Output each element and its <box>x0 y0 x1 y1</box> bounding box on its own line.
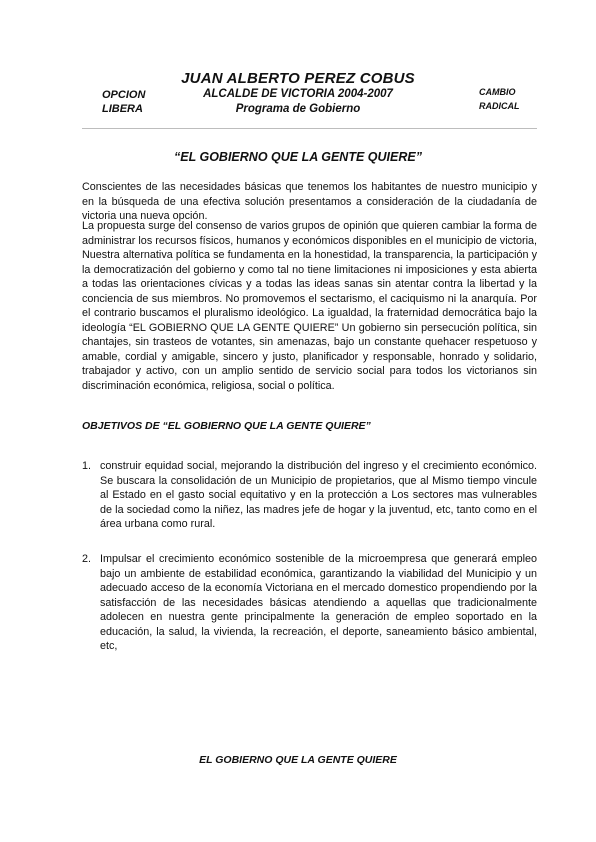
party-left-line-1: OPCION <box>102 89 146 101</box>
objective-item <box>82 552 537 662</box>
objective-item <box>82 459 537 539</box>
intro-paragraph: Conscientes de las necesidades básicas que tenemos los habitantes de nuestro municipio y en la búsqueda de una efectiva solución presentamos a consideración de la ciudadanía de victoria una nueva opción. <box>82 181 537 222</box>
objective-number: 1. <box>82 460 92 472</box>
party-right-line-2: RADICAL <box>479 101 520 111</box>
candidate-name: JUAN ALBERTO PEREZ COBUS <box>181 70 415 87</box>
document-title: “EL GOBIERNO QUE LA GENTE QUIERE” <box>174 150 422 164</box>
candidate-office: ALCALDE DE VICTORIA 2004-2007 <box>203 88 393 100</box>
header-divider <box>82 128 537 129</box>
document-subtitle: Programa de Gobierno <box>235 103 361 115</box>
objective-text: construir equidad social, mejorando la distribución del ingreso y el crecimiento económico. Se buscara la consolidación de un Municipio de propietarios, que al Mismo tiempo vincule al Estado en el gasto social equitativo y en la protección a Los sectores mas vulnerables de la sociedad como la niñez, las madres jefe de hogar y la juventud, etc, tanto como en el área urbana como rural. <box>100 460 537 530</box>
proposal-paragraph: La propuesta surge del consenso de varios grupos de opinión que quieren cambiar la forma de administrar los recursos físicos, humanos y económicos disponibles en el municipio de victoria, Nuestra alternativa política se fundamenta en la honestidad, la transparencia, la participación y la democratización del gobierno y como tal no tiene limitaciones ni imposiciones y esta abierta a todas las orientaciones cívicas y a todas las ideas sanas sin atentar contra la libertad y la conciencia de sus miembros. No promovemos el sectarismo, el caciquismo ni la anarquía. Por el contrario buscamos el pluralismo ideológico. La igualdad, la fraternidad democrática bajo la ideología “EL GOBIERNO QUE LA GENTE QUIERE” Un gobierno sin persecución política, sin chantajes, sin trasteos de votantes, sin amenazas, bajo un constante quehacer respetuoso y amable, cordial y amigable, sincero y justo, planificador y responsable, honrado y solidario, trabajador y activo, con un amplio sentido de servicio social para todos los victorianos sin discriminación económica, religiosa, social o política. <box>82 220 537 392</box>
party-left-line-2: LIBERA <box>102 103 143 115</box>
objective-text: Impulsar el crecimiento económico sostenible de la microempresa que generará empleo bajo un ambiente de estabilidad económica, garantizando la viabilidad del Municipio y un adecuado acceso de la economía Victoriana en el mercado domestico propendiendo por la satisfacción de las necesidades básicas atendiendo a aquellas que tradicionalmente adolecen en nuestra gente principalmente la generación de empleo soportado en la educación, la salud, la vivienda, la recreación, el deporte, saneamiento básico ambiental, etc, <box>100 553 537 652</box>
footer-slogan: EL GOBIERNO QUE LA GENTE QUIERE <box>199 754 397 766</box>
objective-number: 2. <box>82 553 92 565</box>
party-right-line-1: CAMBIO <box>479 87 516 97</box>
objectives-heading: OBJETIVOS DE “EL GOBIERNO QUE LA GENTE QUIERE” <box>82 420 371 432</box>
